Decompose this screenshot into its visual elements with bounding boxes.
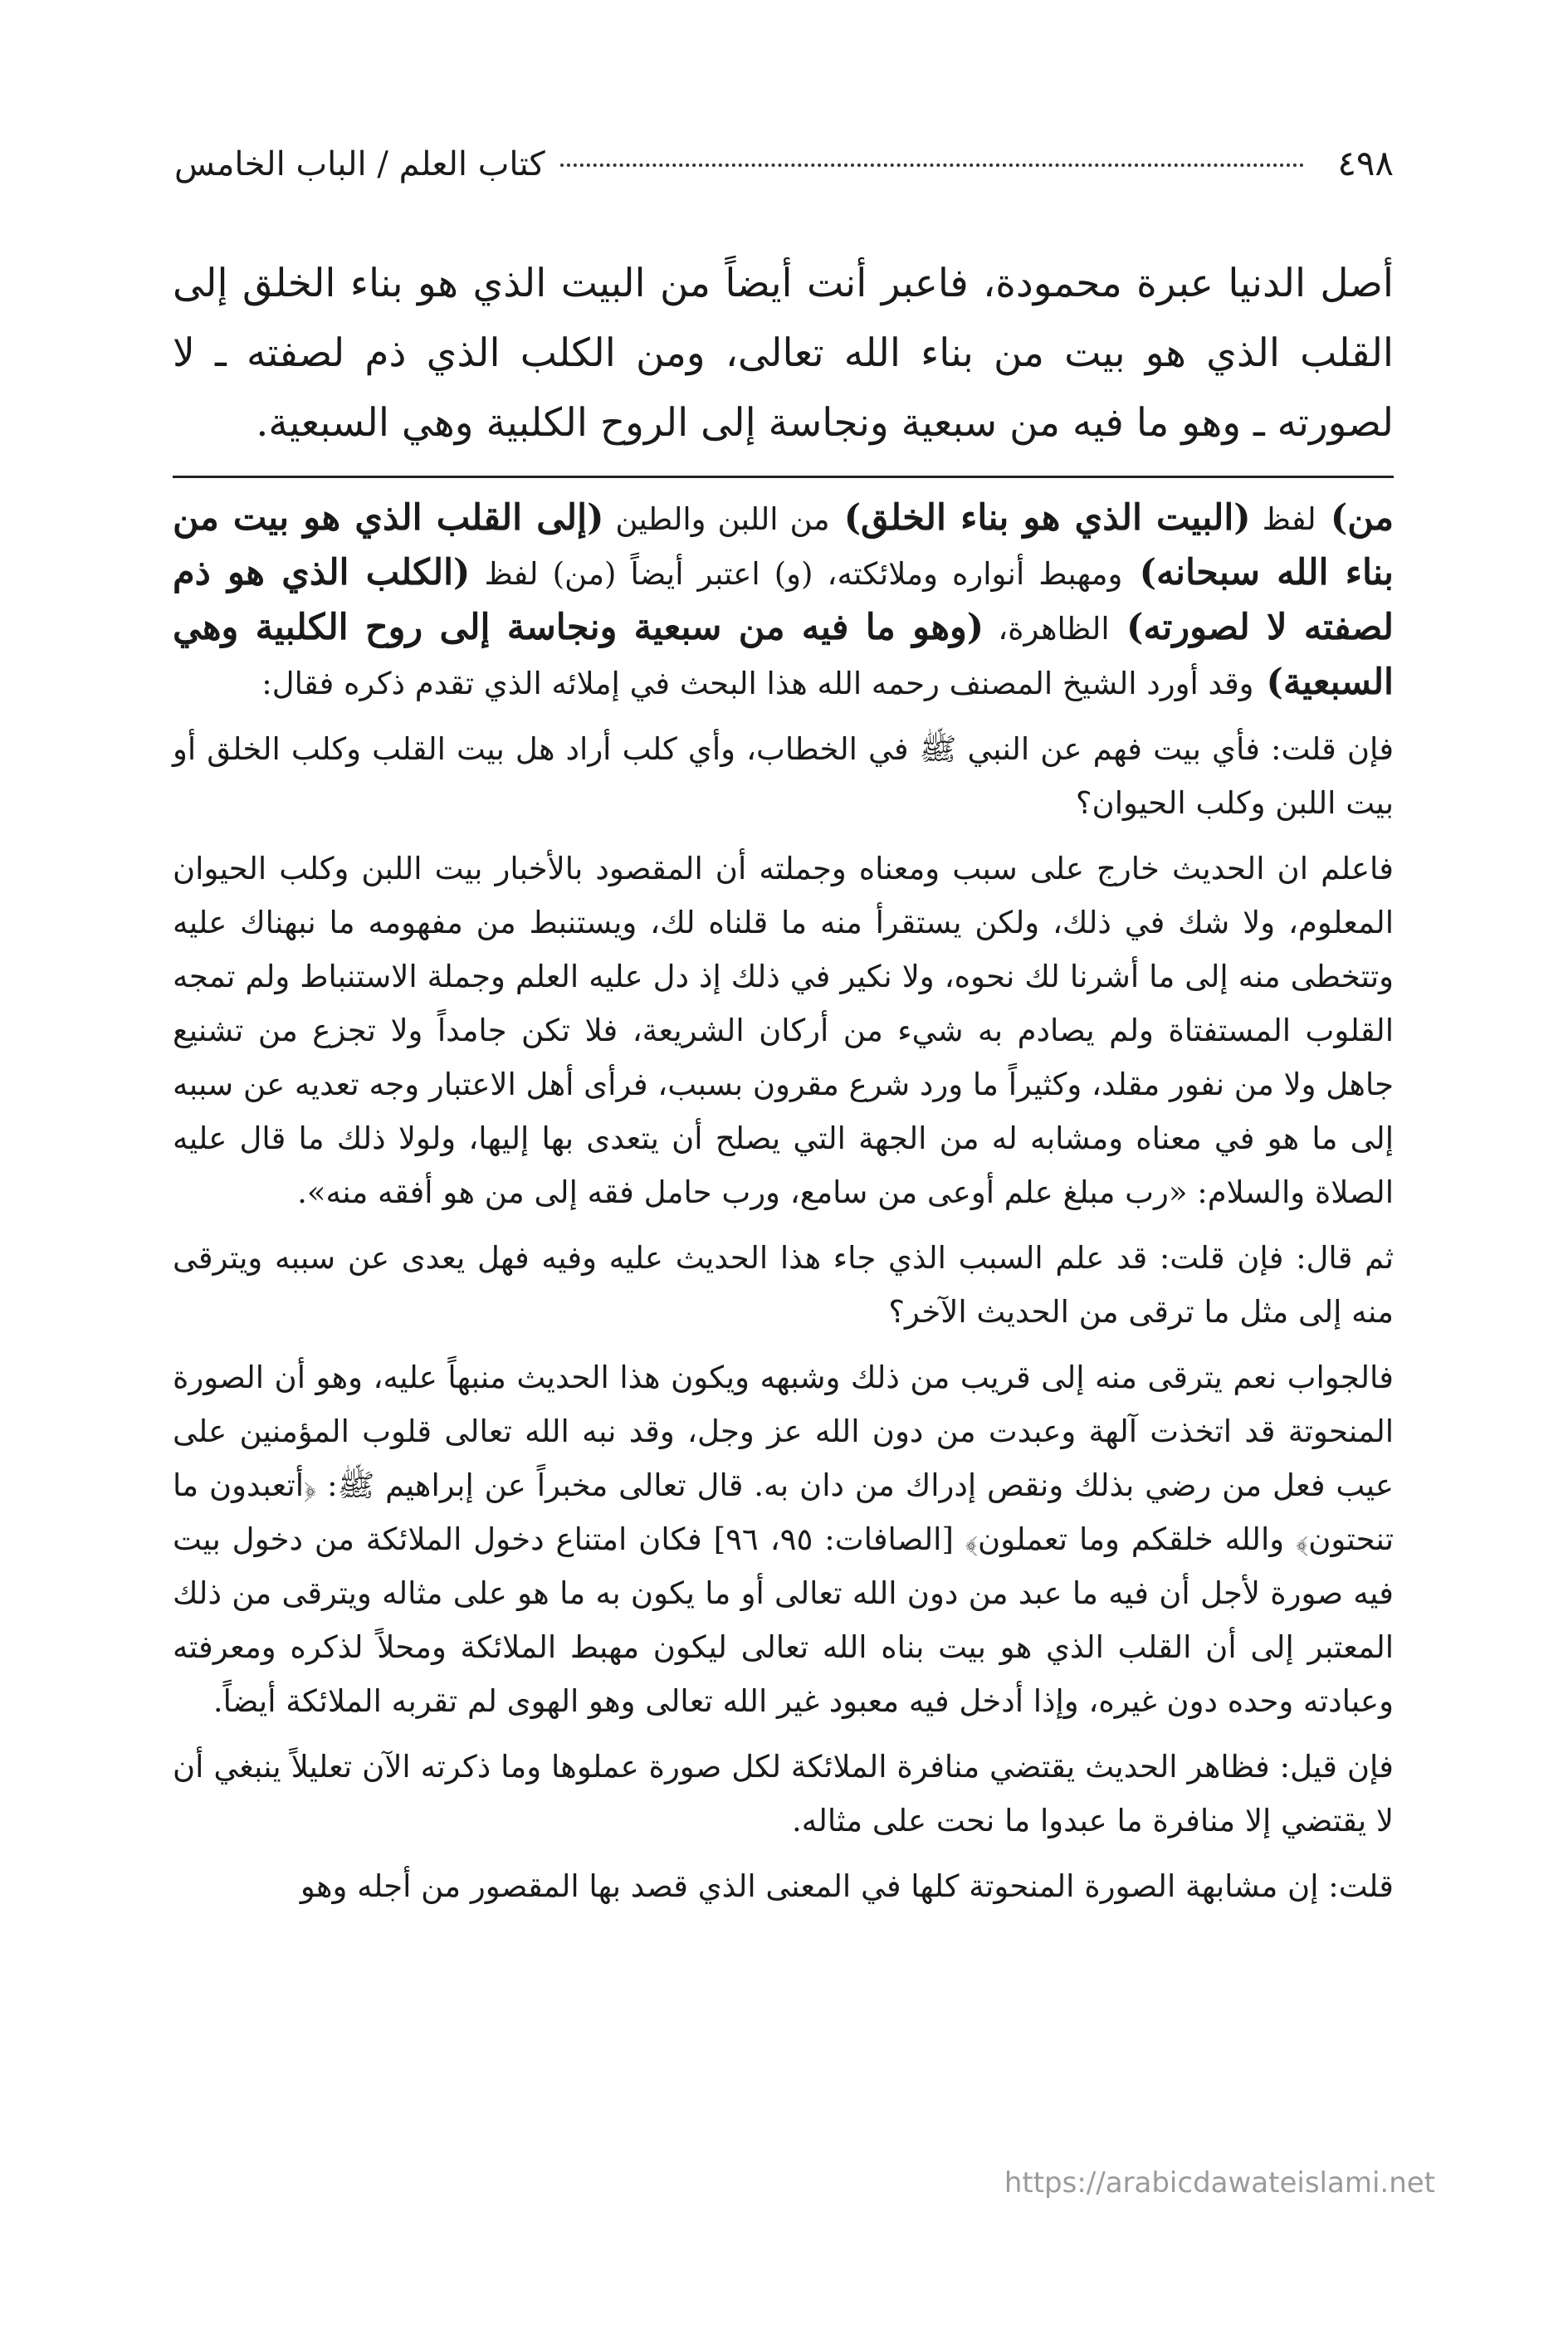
commentary-text: فإن قيل: فظاهر الحديث يقتضي منافرة الملائكة لكل صورة عملوها وما ذكرته الآن تعليلاً ينبغي أن لا يقتضي إلا منافرة ما عبدوا ما نحت على مثاله. <box>173 1749 1394 1839</box>
commentary-quoted-text: (وهو ما فيه من سبعية ونجاسة إلى روح الكلبية وهي السبعية) <box>173 607 1394 703</box>
commentary-text: الظاهرة، <box>984 611 1110 647</box>
page-header <box>174 143 1394 193</box>
commentary-paragraph <box>173 1350 1394 1728</box>
commentary-text: ومهبط أنواره وملائكته، (و) اعتبر أيضاً (من) لفظ <box>470 556 1123 592</box>
main-text: أصل الدنيا عبرة محمودة، فاعبر أنت أيضاً من البيت الذي هو بناء الخلق إلى القلب الذي هو بيت من بناء الله تعالى، ومن الكلب الذي ذم لصفته ـ لا لصورته ـ وهو ما فيه من سبعية ونجاسة إلى الروح الكلبية وهي السبعية. <box>173 261 1394 446</box>
commentary-text: فالجواب نعم يترقى منه إلى قريب من ذلك وشبهه ويكون هذا الحديث منبهاً عليه، وهو أن الصورة المنحوتة قد اتخذت آلهة وعبدت من دون الله عز وجل، وقد نبه الله تعالى قلوب المؤمنين على عيب فعل من رضي بذلك ونقص إدراك من دان به. قال تعالى مخبراً عن إبراهيم ﷺ: ﴿أتعبدون ما تنحتون﴾ والله خلقكم وما تعملون﴾ [الصافات: ٩٥، ٩٦] فكان امتناع دخول الملائكة من دخول بيت فيه صورة لأجل أن فيه ما عبد من دون الله تعالى أو ما يكون به ما هو على مثاله ويترقى من ذلك المعتبر إلى أن القلب الذي هو بيت بناه الله تعالى ليكون مهبط الملائكة ومحلاً لذكره ومعرفته وعبادته وحده دون غيره، وإذا أدخل فيه معبود غير الله تعالى وهو الهوى لم تقربه الملائكة أيضاً. <box>173 1360 1395 1719</box>
commentary-text: من اللبن والطين <box>603 501 830 537</box>
separator-rule <box>173 476 1394 478</box>
commentary-paragraph <box>173 842 1394 1219</box>
commentary-paragraph <box>173 722 1394 830</box>
commentary-text: وقد أورد الشيخ المصنف رحمه الله هذا البحث في إملائه الذي تقدم ذكره فقال: <box>261 666 1254 701</box>
commentary-text: فاعلم ان الحديث خارج على سبب ومعناه وجملته أن المقصود بالأخبار بيت اللبن وكلب الحيوان المعلوم، ولا شك في ذلك، ولكن يستقرأ منه ما قلناه لك، ويستنبط من مفهومه ما نبهناك عليه وتتخطى منه إلى ما أشرنا لك نحوه، ولا نكير في ذلك إذ دل عليه العلم وجملة الاستنباط ولم تمجه القلوب المستفتاة ولم يصادم به شيء من أركان الشريعة، فلا تكن جامداً ولا تجزع من تشنيع جاهل ولا من نفور مقلد، وكثيراً ما ورد شرع مقرون بسبب، فرأى أهل الاعتبار وجه تعديه عن سببه إلى ما هو في معناه ومشابه له من الجهة التي يصلح أن يتعدى بها إليها، ولولا ذلك ما قال عليه الصلاة والسلام: «رب مبلغ علم أوعى من سامع، ورب حامل فقه إلى من هو أفقه منه». <box>173 851 1394 1210</box>
commentary-paragraph <box>173 1740 1394 1848</box>
commentary-quoted-text: (الكلب الذي هو ذم لصفته لا لصورته) <box>173 552 1395 648</box>
running-title: كتاب العلم / الباب الخامس <box>174 145 545 183</box>
page-number: ٤٩٨ <box>1337 143 1394 183</box>
header-dotted-leader <box>560 164 1305 167</box>
commentary-text: ثم قال: فإن قلت: قد علم السبب الذي جاء هذا الحديث عليه وفيه فهل يعدى عن سببه ويترقى منه إلى مثل ما ترقى من الحديث الآخر؟ <box>173 1240 1394 1330</box>
commentary-text: فإن قلت: فأي بيت فهم عن النبي ﷺ في الخطاب، وأي كلب أراد هل بيت القلب وكلب الخلق أو بيت اللبن وكلب الحيوان؟ <box>173 731 1394 821</box>
commentary-paragraph <box>173 1859 1394 1913</box>
commentary-text: قلت: إن مشابهة الصورة المنحوتة كلها في المعنى الذي قصد بها المقصور من أجله وهو <box>300 1868 1394 1904</box>
commentary-paragraph <box>173 491 1394 711</box>
commentary <box>173 491 1394 1925</box>
commentary-text: لفظ <box>1250 501 1316 537</box>
commentary-quoted-text: من) <box>1316 497 1394 539</box>
commentary-quoted-text: (البيت الذي هو بناء الخلق) <box>829 497 1251 539</box>
commentary-quoted-text: (إلى القلب الذي هو بيت من بناء الله سبحانه) <box>173 497 1394 593</box>
watermark-url: https://arabicdawateislami.net <box>1004 2166 1435 2200</box>
commentary-paragraph <box>173 1231 1394 1339</box>
